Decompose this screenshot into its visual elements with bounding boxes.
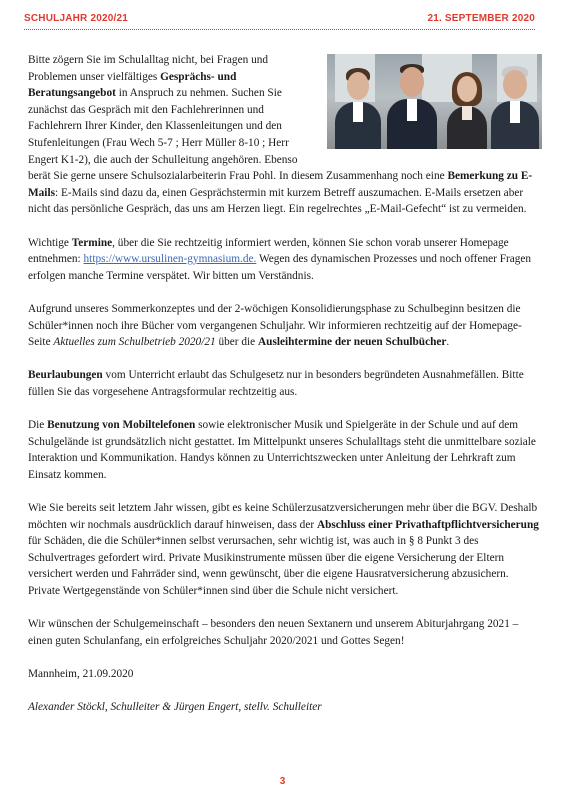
text: , über die Sie rechtzeitig informiert werden, können Sie schon vorab unserer Homepage entnehmen: [28, 236, 509, 266]
paragraph-dates [28, 235, 542, 285]
text: in Anspruch zu nehmen. Suchen Sie zunächst das Gespräch mit den Fachlehrerinnen und Fachlehrern Ihrer Kinder, den Klassenleitungen und den Stufenleitungen (Frau Wech 5-7 ; Herr Müller 8-10 ; Herr Engert K1-2), die auch der Schulleitung angehören. Ebenso berät Sie gerne unsere Schulsozialarbeiterin Frau Pohl. In diesem Zusammenhang noch eine [28, 87, 448, 183]
header-date: 21. SEPTEMBER 2020 [427, 13, 535, 24]
paragraph-books [28, 301, 542, 351]
letter-body [28, 52, 542, 732]
bold-text: Gesprächs- und Beratungsangebot [28, 70, 237, 100]
team-photo [327, 54, 542, 149]
text: . [446, 336, 450, 349]
header-divider [24, 29, 535, 30]
bold-text: Termine [71, 236, 113, 249]
text: über die [215, 336, 258, 349]
paragraph-leave [28, 367, 542, 400]
italic-text: Aktuelles zum Schulbetrieb 2020/21 [53, 336, 216, 349]
bold-text: Abschluss einer Privathaftpflichtversicherung [316, 518, 539, 531]
person-1 [335, 68, 381, 149]
person-3 [445, 72, 489, 149]
page-number: 3 [279, 776, 286, 787]
person-4 [491, 66, 539, 149]
homepage-link[interactable]: https://www.ursulinen-gymnasium.de. [83, 253, 257, 266]
text: : E-Mails sind dazu da, einen Gesprächstermin mit kurzem Betreff auszumachen. E-Mails ersetzen aber nicht das persönliche Gespräch, das uns am Herzen liegt. Ein regelrechtes „E-Mail-Gefecht“ ist zu vermeiden. [28, 186, 527, 216]
text: Wie Sie bereits seit letztem Jahr wissen, gibt es keine Schülerzusatzversicherungen mehr über die BGV. Deshalb möchten wir nochmals ausdrücklich darauf hinweisen, dass der [28, 502, 538, 531]
text: Wir wünschen der Schulgemeinschaft – besonders den neuen Sextanern und unserem Abiturjahrgang 2021 – einen guten Schulanfang, ein erfolgreiches Schuljahr 2020/2021 und Gottes Segen! [28, 618, 519, 647]
text: Aufgrund unseres Sommerkonzeptes und der 2-wöchigen Konsolidierungsphase zu Schulbeginn besitzen die Schüler*innen noch ihre Bücher vom vergangenen Schuljahr. Wir informieren rechtzeitig auf der Homepage-Seite [28, 302, 522, 349]
signature-line [28, 699, 542, 716]
running-header [24, 13, 535, 27]
paragraph-insurance [28, 500, 542, 600]
signature-text: Alexander Stöckl, Schulleiter & Jürgen Engert, stellv. Schulleiter [28, 701, 322, 714]
person-2 [387, 64, 437, 149]
text: Die [28, 419, 48, 432]
paragraph-mobile-phones [28, 417, 542, 483]
bold-text: Benutzung von Mobiltelefonen [47, 419, 196, 432]
text: vom Unterricht erlaubt das Schulgesetz nur in besonders begründeten Ausnahmefällen. Bitte füllen Sie das vorgesehene Antragsformular rechtzeitig aus. [28, 369, 524, 398]
bold-text: Bemerkung zu E-Mails [28, 170, 533, 199]
bold-text: Beurlaubungen [28, 369, 103, 382]
text: Bitte zögern Sie im Schulalltag nicht, bei Fragen und Problemen unser vielfältiges [28, 54, 269, 83]
text: Wegen des dynamischen Prozesses und noch offener Fragen erfolgen manche Termine verspätet. Wir bitten um Verständnis. [28, 253, 532, 282]
text: sowie elektronischer Musik und Spielgeräte in der Schule und auf dem Schulgelände ist grundsätzlich nicht gestattet. Im Mittelpunkt unseres Schulalltags steht die unmittelbare soziale Interaktion und Kommunikation. Handys können zu Unterrichtszwecken unter Anleitung der Lehrkraft zum Einsatz kommen. [28, 419, 536, 481]
text: für Schäden, die die Schüler*innen selbst verursachen, sehr wichtig ist, was auch in § 8 Punkt 3 des Schulvertrages gefordert wird. Private Musikinstrumente müssen über die eigene Versicherung der Eltern versichert werden und Fahrräder sind, wenn gewünscht, über die eigene Hausratversicherung abzusichern. Private Wertgegenstände von Schüler*innen sind über die Schule nicht versichert. [28, 535, 509, 597]
header-school-year: SCHULJAHR 2020/21 [24, 13, 128, 24]
letter-date: Mannheim, 21.09.2020 [28, 667, 134, 680]
text: Wichtige [28, 236, 72, 249]
bold-text: Ausleihtermine der neuen Schulbücher [258, 336, 447, 349]
paragraph-closing [28, 616, 542, 649]
